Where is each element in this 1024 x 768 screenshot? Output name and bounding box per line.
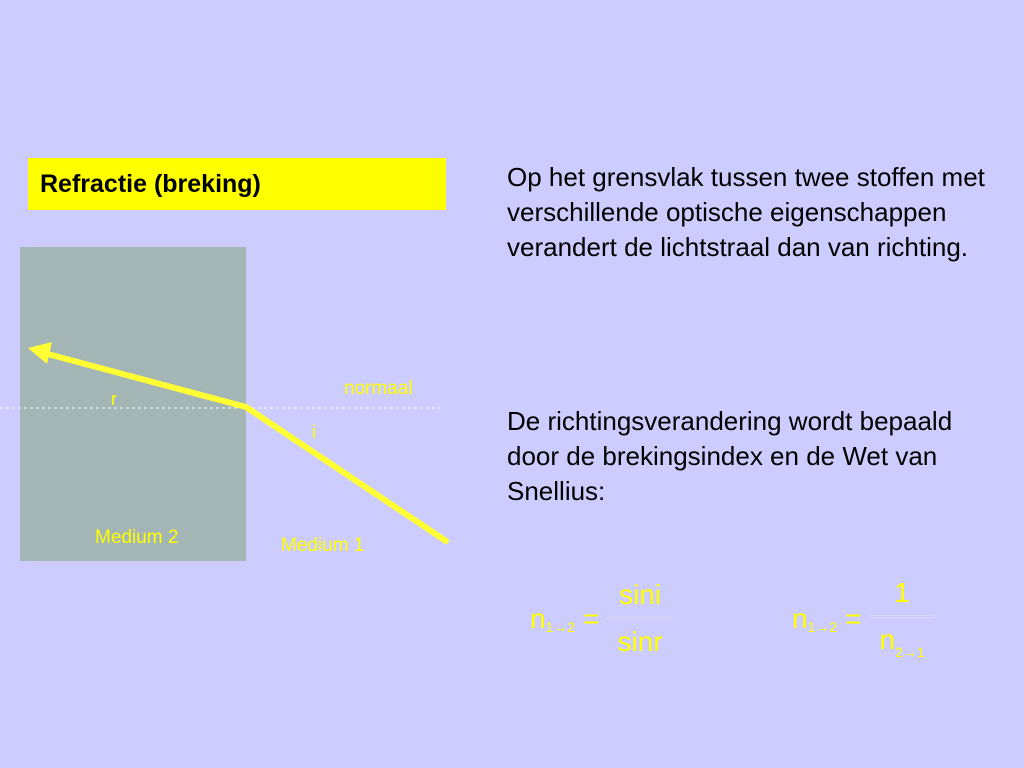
paragraph-2: De richtingsverandering wordt bepaald door de brekingsindex en de Wet van Snellius:: [507, 406, 953, 506]
label-medium-2: Medium 2: [95, 527, 179, 548]
formula2-fraction: [870, 576, 935, 661]
formula2-den-n: n: [879, 624, 896, 655]
formula2-denominator: [870, 623, 935, 661]
medium-2-block: [20, 247, 246, 561]
formula1-eq: =: [583, 602, 600, 634]
formula2-fraction-bar: [870, 616, 935, 617]
formula2-sub: 1→2: [807, 618, 838, 635]
label-r: r: [111, 389, 117, 409]
formula2-eq: =: [845, 602, 862, 634]
formula2-n: n: [792, 602, 808, 634]
slide-title: Refractie (breking): [40, 169, 261, 198]
label-normaal: normaal: [344, 378, 413, 399]
formula-snellius: [530, 578, 673, 659]
formula2-numerator: 1: [894, 577, 910, 608]
formula1-sub: 1→2: [545, 618, 576, 635]
formula2-den-sub: 2→1: [895, 644, 925, 660]
label-i: i: [312, 422, 316, 442]
formula1-denominator: sinr: [617, 626, 663, 657]
label-medium-1: Medium 1: [281, 535, 365, 556]
formula1-n: n: [530, 602, 546, 634]
formula1-fraction-bar: [608, 618, 673, 619]
incident-ray: [246, 407, 446, 541]
paragraph-1: Op het grensvlak tussen twee stoffen met verschillende optische eigenschappen verandert de lichtstraal dan van richting.: [507, 162, 985, 262]
formula-index-reciprocal: [792, 576, 935, 661]
formula1-numerator: sini: [619, 579, 662, 610]
formula1-fraction: [608, 578, 673, 659]
